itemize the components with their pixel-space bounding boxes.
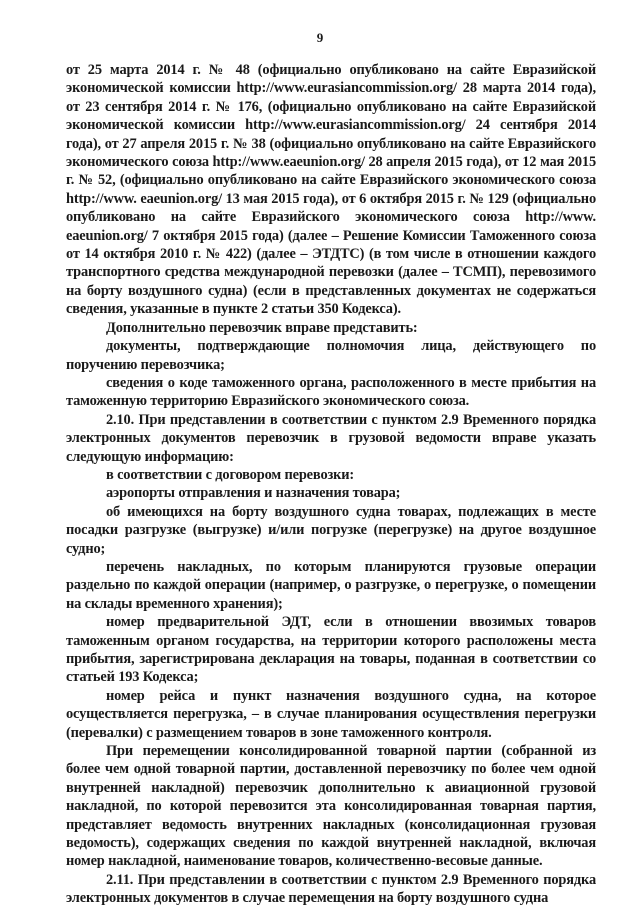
paragraph-authority-documents: документы, подтверждающие полномочия лица, действующего по поручению перевозчика; — [66, 338, 596, 373]
paragraph-flight-number: номер рейса и пункт назначения воздушного судна, на которое осуществляется перегрузка, – в случае планирования осуществления перегрузки (перевалки) с размещением товаров в зоне таможенного контроля. — [66, 687, 596, 741]
paragraph-section-2-11: 2.11. При представлении в соответствии с пунктом 2.9 Временного порядка электронных документов в случае перемещения на борту воздушного судна — [66, 871, 596, 907]
paragraph-waybill-list: перечень накладных, по которым планируются грузовые операции раздельно по каждой операции (например, о разгрузке, о перегрузке, о помещении на склады временного хранения); — [66, 558, 596, 612]
paragraph-preliminary-edt: номер предварительной ЭДТ, если в отношении ввозимых товаров таможенным органом государства, на территории которого расположены места прибытия, зарегистрирована декларация на товары, поданная в соответствии со статьей 193 Кодекса; — [66, 614, 596, 686]
page-number: 9 — [316, 30, 324, 45]
paragraph-additional: Дополнительно перевозчик вправе представить: — [106, 319, 418, 336]
paragraph-contract: в соответствии с договором перевозки: — [106, 466, 355, 483]
body-text — [66, 61, 596, 908]
paragraph-goods-on-board: об имеющихся на борту воздушного судна товарах, подлежащих в месте посадки разгрузке (выгрузке) и/или погрузке (перегрузке) на другое воздушное судно; — [66, 503, 596, 557]
paragraph-consolidated-shipment: При перемещении консолидированной товарной партии (собранной из более чем одной товарной партии, доставленной перевозчику по более чем одной внутренней накладной) перевозчик дополнительно к авиационной грузовой накладной, по которой перевозится эта консолидированная товарная партия, представляет ведомость внутренних накладных (консолидационная грузовая ведомость), содержащих сведения по каждой внутренней накладной, включая номер накладной, наименование товаров, количественно-весовые данные. — [66, 743, 596, 870]
paragraph-customs-code: сведения о коде таможенного органа, расположенного в месте прибытия на таможенную территорию Евразийского экономического союза. — [66, 374, 596, 410]
paragraph-section-2-10: 2.10. При представлении в соответствии с пунктом 2.9 Временного порядка электронных документов перевозчик в грузовой ведомости вправе указать следующую информацию: — [66, 411, 596, 465]
paragraph-continuation: от 25 марта 2014 г. № 48 (официально опубликовано на сайте Евразийской экономической комиссии http://www.eurasiancommission.org/ 28 марта 2014 года), от 23 сентября 2014 г. № 176, (официально опубликовано на сайте Евразийской экономической комиссии http://www.eurasiancommission.org/ 24 сентября 2014 года), от 27 апреля 2015 г. № 38 (официально опубликовано на сайте Евразийского экономического союза http://www.eaeunion.org/ 28 апреля 2015 года), от 12 мая 2015 г. № 52, (официально опубликовано на сайте Евразийского экономического союза http://www. eaeunion.org/ 13 мая 2015 года), от 6 октября 2015 г. № 129 (официально опубликовано на сайте Евразийского экономического союза http://www. eaeunion.org/ 7 октября 2015 года) (далее – Решение Комиссии Таможенного союза от 14 октября 2010 г. № 422) (далее – ЭТДТС) (в том числе в отношении каждого транспортного средства международной перевозки (далее – ТСМП), перевозимого на борту воздушного судна) (если в представленных документах не содержаться сведения, указанные в пункте 2 статьи 350 Кодекса). — [66, 62, 596, 318]
paragraph-airports: аэропорты отправления и назначения товара; — [106, 485, 401, 502]
